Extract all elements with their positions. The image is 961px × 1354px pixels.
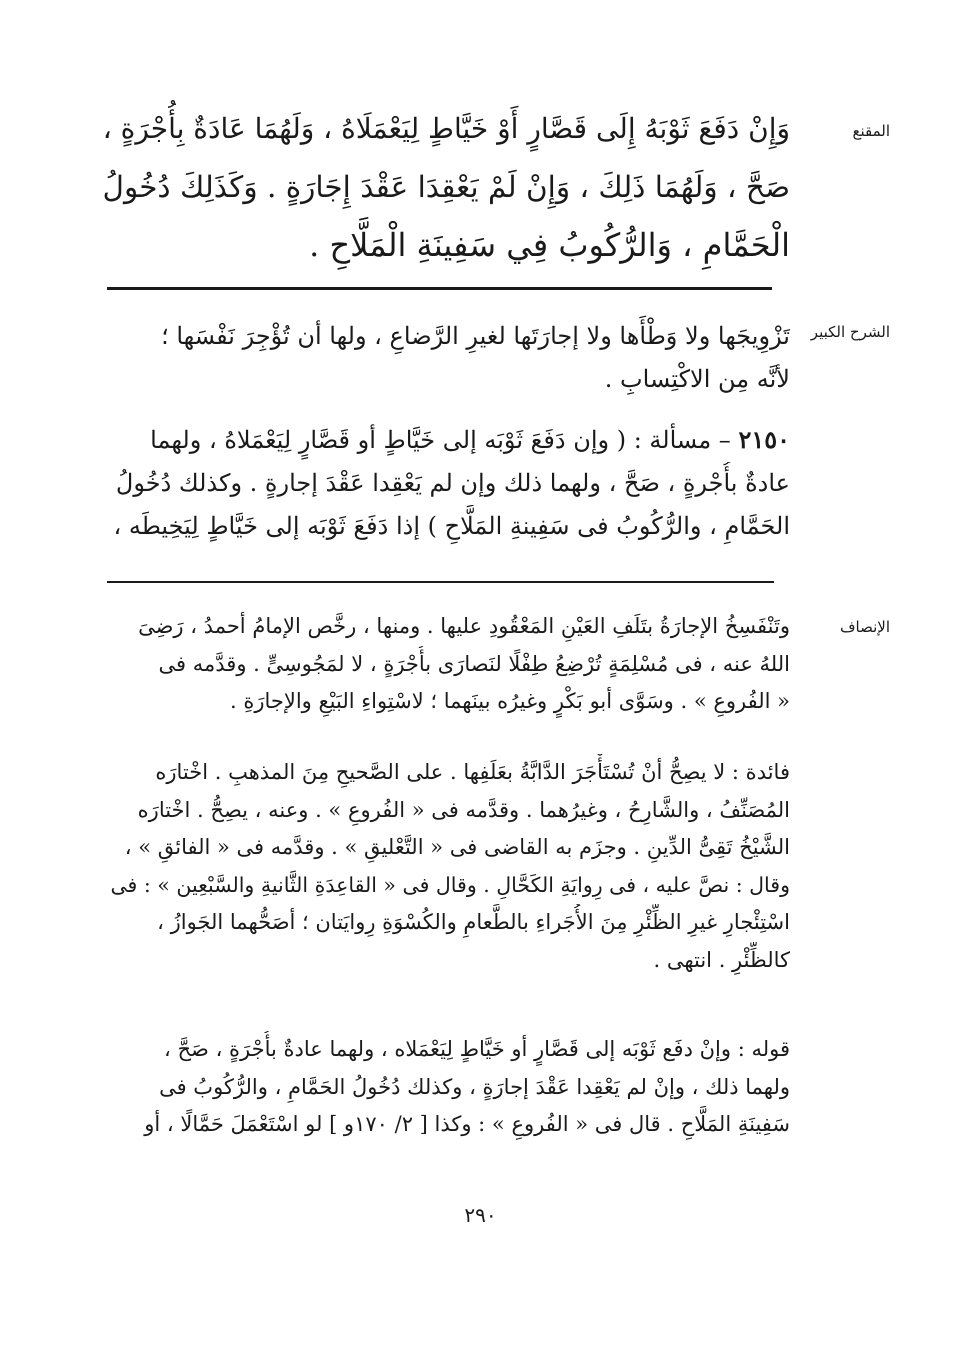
- insaf-line: المُصَنِّفُ ، والشَّارِحُ ، وغيرُهما . وقدَّمه فى « الفُروعِ » . وعنه ، يصِحُّ . اخْتارَه: [137, 797, 790, 822]
- muqni-text: [100, 100, 790, 274]
- insaf-line: اللهُ عنه ، فى مُسْلِمَةٍ تُرْضِعُ طِفْلًا لنَصارَى بأُجْرَةٍ ، لا لمَجُوسِىٍّ . وقدَّمه فى: [158, 651, 790, 676]
- sharh-line: تَزْوِيجَها ولا وَطْأَها ولا إجارَتَها لغيرِ الرَّضاعِ ، ولها أن تُؤْجِرَ نَفْسَها ؛: [161, 322, 790, 350]
- sharh-line: عادةٌ بأُجْرةٍ ، صَحَّ ، ولهما ذلك وإن لم يَعْقِدا عَقْدَ إجارةٍ . وكذلك دُخُولُ: [115, 469, 790, 497]
- insaf-line: سَفِينَةِ المَلَّاحِ . قال فى « الفُروعِ » : وكذا [ ٢/ ١٧٠و ] لو اسْتَعْمَلَ حَمَّالًا ، أو: [144, 1112, 790, 1136]
- sharh-line: لأنَّه مِن الاكْتِسابِ .: [604, 365, 790, 393]
- masala-text: – مسألة : ( وإن دَفَعَ ثَوْبَه إلى خَيَّاطٍ أو قَصَّارٍ لِيَعْمَلاهُ ، ولهما: [150, 426, 731, 454]
- page-number: ٢٩٠: [464, 1203, 497, 1227]
- insaf-line: ولهما ذلك ، وإنْ لم يَعْقِدا عَقْدَ إجارَةٍ ، وكذلك دُخُولُ الحَمَّامِ ، والرُّكُوبُ فى: [159, 1074, 790, 1099]
- sharh-intro: [100, 315, 790, 401]
- masala-number: ٢١٥٠: [738, 425, 790, 454]
- section-divider-thick: [107, 287, 772, 290]
- insaf-line: قوله : وإنْ دفَع ثَوْبَه إلى قَصَّارٍ أو خَيَّاطٍ لِيَعْمَلاه ، ولهما عادةٌ بأُجْرَةٍ ، صَحَّ ،: [164, 1037, 790, 1061]
- sharh-line: [100, 418, 790, 462]
- insaf-para-3: [100, 1031, 790, 1144]
- insaf-label: الإنصاف: [839, 618, 890, 636]
- insaf-line: اسْتِئْجارِ غيرِ الظِّئْرِ مِنَ الأُجَراءِ بالطَّعامِ والكُسْوَةِ رِوايَتان ؛ أصَحُّهما الجَوازُ ،: [157, 910, 790, 934]
- insaf-line: وتَنْفَسِخُ الإجارَةُ بتَلَفِ العَيْنِ المَعْقُودِ عليها . ومنها ، رخَّص الإمامُ أحمدُ ، رَضِىَ: [138, 614, 790, 638]
- sharh-masala: [100, 418, 790, 548]
- muqni-label: المقنع: [852, 122, 890, 140]
- insaf-line: فائدة : لا يصِحُّ أنْ تُسْتَأْجَرَ الدَّابَّةُ بعَلَفِها . على الصَّحيحِ مِنَ المذهبِ . اخْتارَه: [155, 760, 790, 784]
- insaf-line: وقال : نصَّ عليه ، فى رِوايَةِ الكَحَّالِ . وقال فى « القاعِدَةِ الثَّانيةِ والسَّبْعِين » : فى: [110, 872, 790, 897]
- insaf-para-1: [100, 608, 790, 721]
- muqni-line: وَإِنْ دَفَعَ ثَوْبَهُ إِلَى قَصَّارٍ أَوْ خَيَّاطٍ لِيَعْمَلَاهُ ، وَلَهُمَا عَادَةٌ بِأُجْرَةٍ ،: [102, 112, 790, 145]
- insaf-line: « الفُروعِ » . وسَوَّى أبو بَكْرٍ وغيرُه بينَهما ؛ لاسْتِواءِ البَيْعِ والإجارَةِ .: [229, 689, 790, 713]
- sharh-line: الحَمَّامِ ، والرُّكُوبُ فى سَفِينةِ المَلَّاحِ ) إذا دَفَعَ ثَوْبَه إلى خَيَّاطٍ لِيَخِيطَه ،: [113, 512, 790, 540]
- section-divider-thin: [107, 581, 774, 583]
- insaf-line: كالظِّئْرِ . انتهى .: [653, 947, 790, 972]
- insaf-line: الشَّيْخُ تَقِىُّ الدِّينِ . وجزَم به القاضى فى « التَّعْليقِ » . وقدَّمه فى « الفائقِ » ،: [124, 835, 790, 859]
- sharh-label: الشرح الكبير: [810, 323, 890, 341]
- insaf-para-2: [100, 754, 790, 979]
- muqni-line: صَحَّ ، وَلَهُمَا ذَلِكَ ، وَإِنْ لَمْ يَعْقِدَا عَقْدَ إِجَارَةٍ . وَكَذَلِكَ دُخُولُ: [102, 170, 790, 204]
- muqni-line: الْحَمَّامِ ، وَالرُّكُوبُ فِي سَفِينَةِ الْمَلَّاحِ .: [309, 226, 790, 264]
